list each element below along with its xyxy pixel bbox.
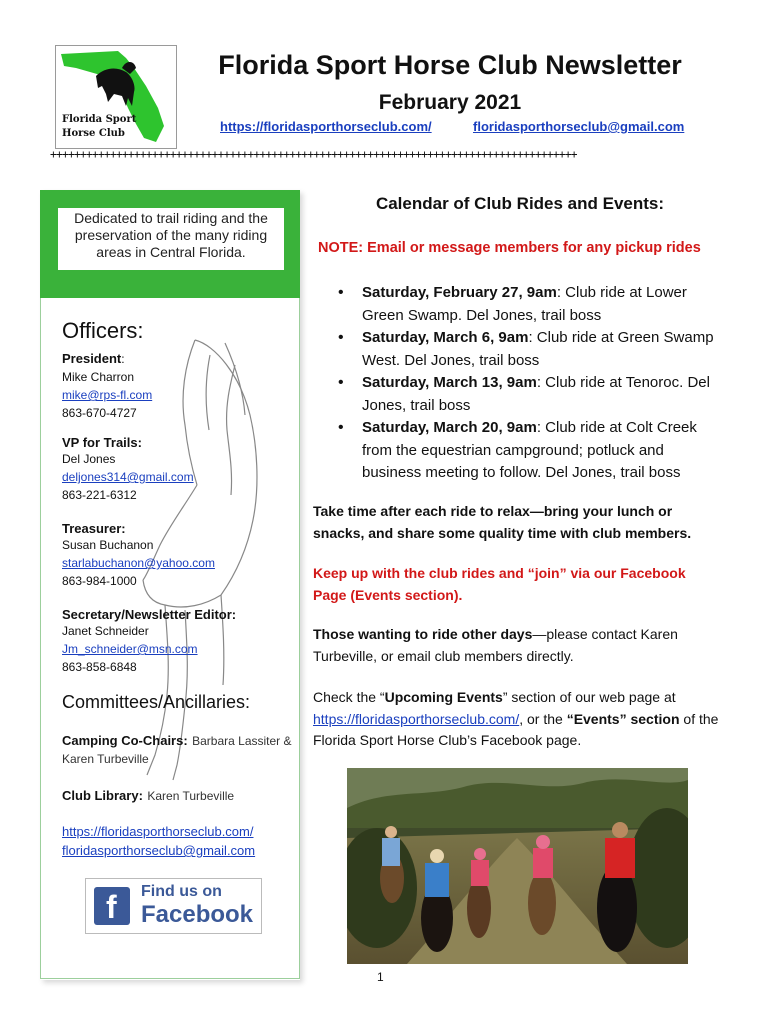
list-item: • Saturday, March 13, 9am: Club ride at Tenoroc. Del Jones, trail boss — [330, 372, 725, 417]
pickup-note: NOTE: Email or message members for any pickup rides — [318, 240, 701, 256]
relax-paragraph: Take time after each ride to relax—bring your lunch or snacks, and share some quality time with club members. — [313, 503, 692, 541]
upcoming-events-paragraph: Check the “Upcoming Events” section of our web page at https://floridasporthorseclub.com/, or the “Events” section of the Florida Sport Horse Club’s Facebook page. — [313, 689, 719, 748]
officer-president: President: Mike Charron mike@rps-fl.com 863-670-4727 — [62, 351, 153, 420]
sidebar-website-link[interactable]: https://floridasporthorseclub.com/ — [62, 824, 254, 839]
club-logo — [55, 45, 177, 149]
plus-divider: ++++++++++++++++++++++++++++++++++++++++++++++++++++++++++++++++++++++++++++++++++++++++ — [50, 148, 577, 161]
sidebar-tagline: Dedicated to trail riding and the preservation of the many riding areas in Central Florida. — [58, 208, 284, 270]
facebook-line2: Facebook — [141, 901, 254, 928]
events-list — [330, 282, 725, 485]
header-website-link[interactable]: https://floridasporthorseclub.com/ — [220, 119, 432, 134]
sidebar — [40, 190, 300, 980]
committees-heading: Committees/Ancillaries: — [62, 692, 251, 712]
sidebar-email-link[interactable]: floridasporthorseclub@gmail.com — [62, 843, 256, 858]
logo-text-line2: Horse Club — [62, 128, 125, 139]
officer-email-link[interactable]: mike@rps-fl.com — [62, 388, 153, 402]
officer-treasurer — [62, 521, 215, 590]
facebook-line1: Find us on — [141, 883, 222, 900]
florida-map-logo-icon — [56, 46, 176, 148]
officer-name: Del Jones — [62, 452, 116, 466]
officer-role: President — [62, 351, 122, 366]
events-website-link[interactable]: https://floridasporthorseclub.com/ — [313, 710, 520, 727]
officer-secretary — [62, 607, 236, 676]
sidebar-contact-links — [62, 822, 255, 860]
officer-name: Mike Charron — [62, 370, 135, 384]
officer-vp-trails — [62, 435, 194, 504]
officer-phone: 863-858-6848 — [62, 660, 137, 674]
list-item: • Saturday, March 6, 9am: Club ride at Green Swamp West. Del Jones, trail boss — [330, 327, 725, 372]
officers-heading: Officers: — [62, 318, 144, 343]
officer-phone: 863-670-4727 — [62, 406, 137, 420]
officer-role: Treasurer: — [62, 521, 126, 536]
other-days-paragraph: Those wanting to ride other days—please contact Karen Turbeville, or email club members directly. — [313, 626, 678, 664]
header-email-link[interactable]: floridasporthorseclub@gmail.com — [473, 119, 685, 134]
sidebar-header — [40, 190, 300, 298]
officer-email-link[interactable]: starlabuchanon@yahoo.com — [62, 556, 215, 570]
officer-role: VP for Trails: — [62, 435, 142, 450]
newsletter-title: Florida Sport Horse Club Newsletter — [218, 50, 682, 80]
officer-name: Susan Buchanon — [62, 538, 154, 552]
facebook-badge-button[interactable] — [85, 878, 262, 934]
calendar-heading: Calendar of Club Rides and Events: — [375, 194, 665, 213]
facebook-paragraph: Keep up with the club rides and “join” via our Facebook Page (Events section). — [313, 565, 686, 603]
officer-name: Janet Schneider — [62, 624, 149, 638]
officer-phone: 863-984-1000 — [62, 574, 137, 588]
camping-co-chairs: Camping Co-Chairs: Barbara Lassiter & Karen Turbeville — [62, 733, 292, 766]
officer-email-link[interactable]: deljones314@gmail.com — [62, 470, 194, 484]
club-library: Club Library: Karen Turbeville — [62, 788, 235, 803]
page-number: 1 — [377, 970, 384, 984]
newsletter-date: February 2021 — [378, 91, 522, 114]
list-item: • Saturday, February 27, 9am: Club ride at Lower Green Swamp. Del Jones, trail boss — [330, 282, 725, 327]
facebook-icon: f — [94, 887, 130, 925]
trail-ride-photo — [347, 768, 688, 964]
officer-email-link[interactable]: Jm_schneider@msn.com — [62, 642, 198, 656]
logo-text-line1: Florida Sport — [62, 114, 137, 125]
list-item: • Saturday, March 20, 9am: Club ride at Colt Creek from the equestrian campground; potluck and business meeting to follow. Del Jones, trail boss — [330, 417, 725, 485]
officer-phone: 863-221-6312 — [62, 488, 137, 502]
officer-role: Secretary/Newsletter Editor: — [62, 607, 237, 622]
